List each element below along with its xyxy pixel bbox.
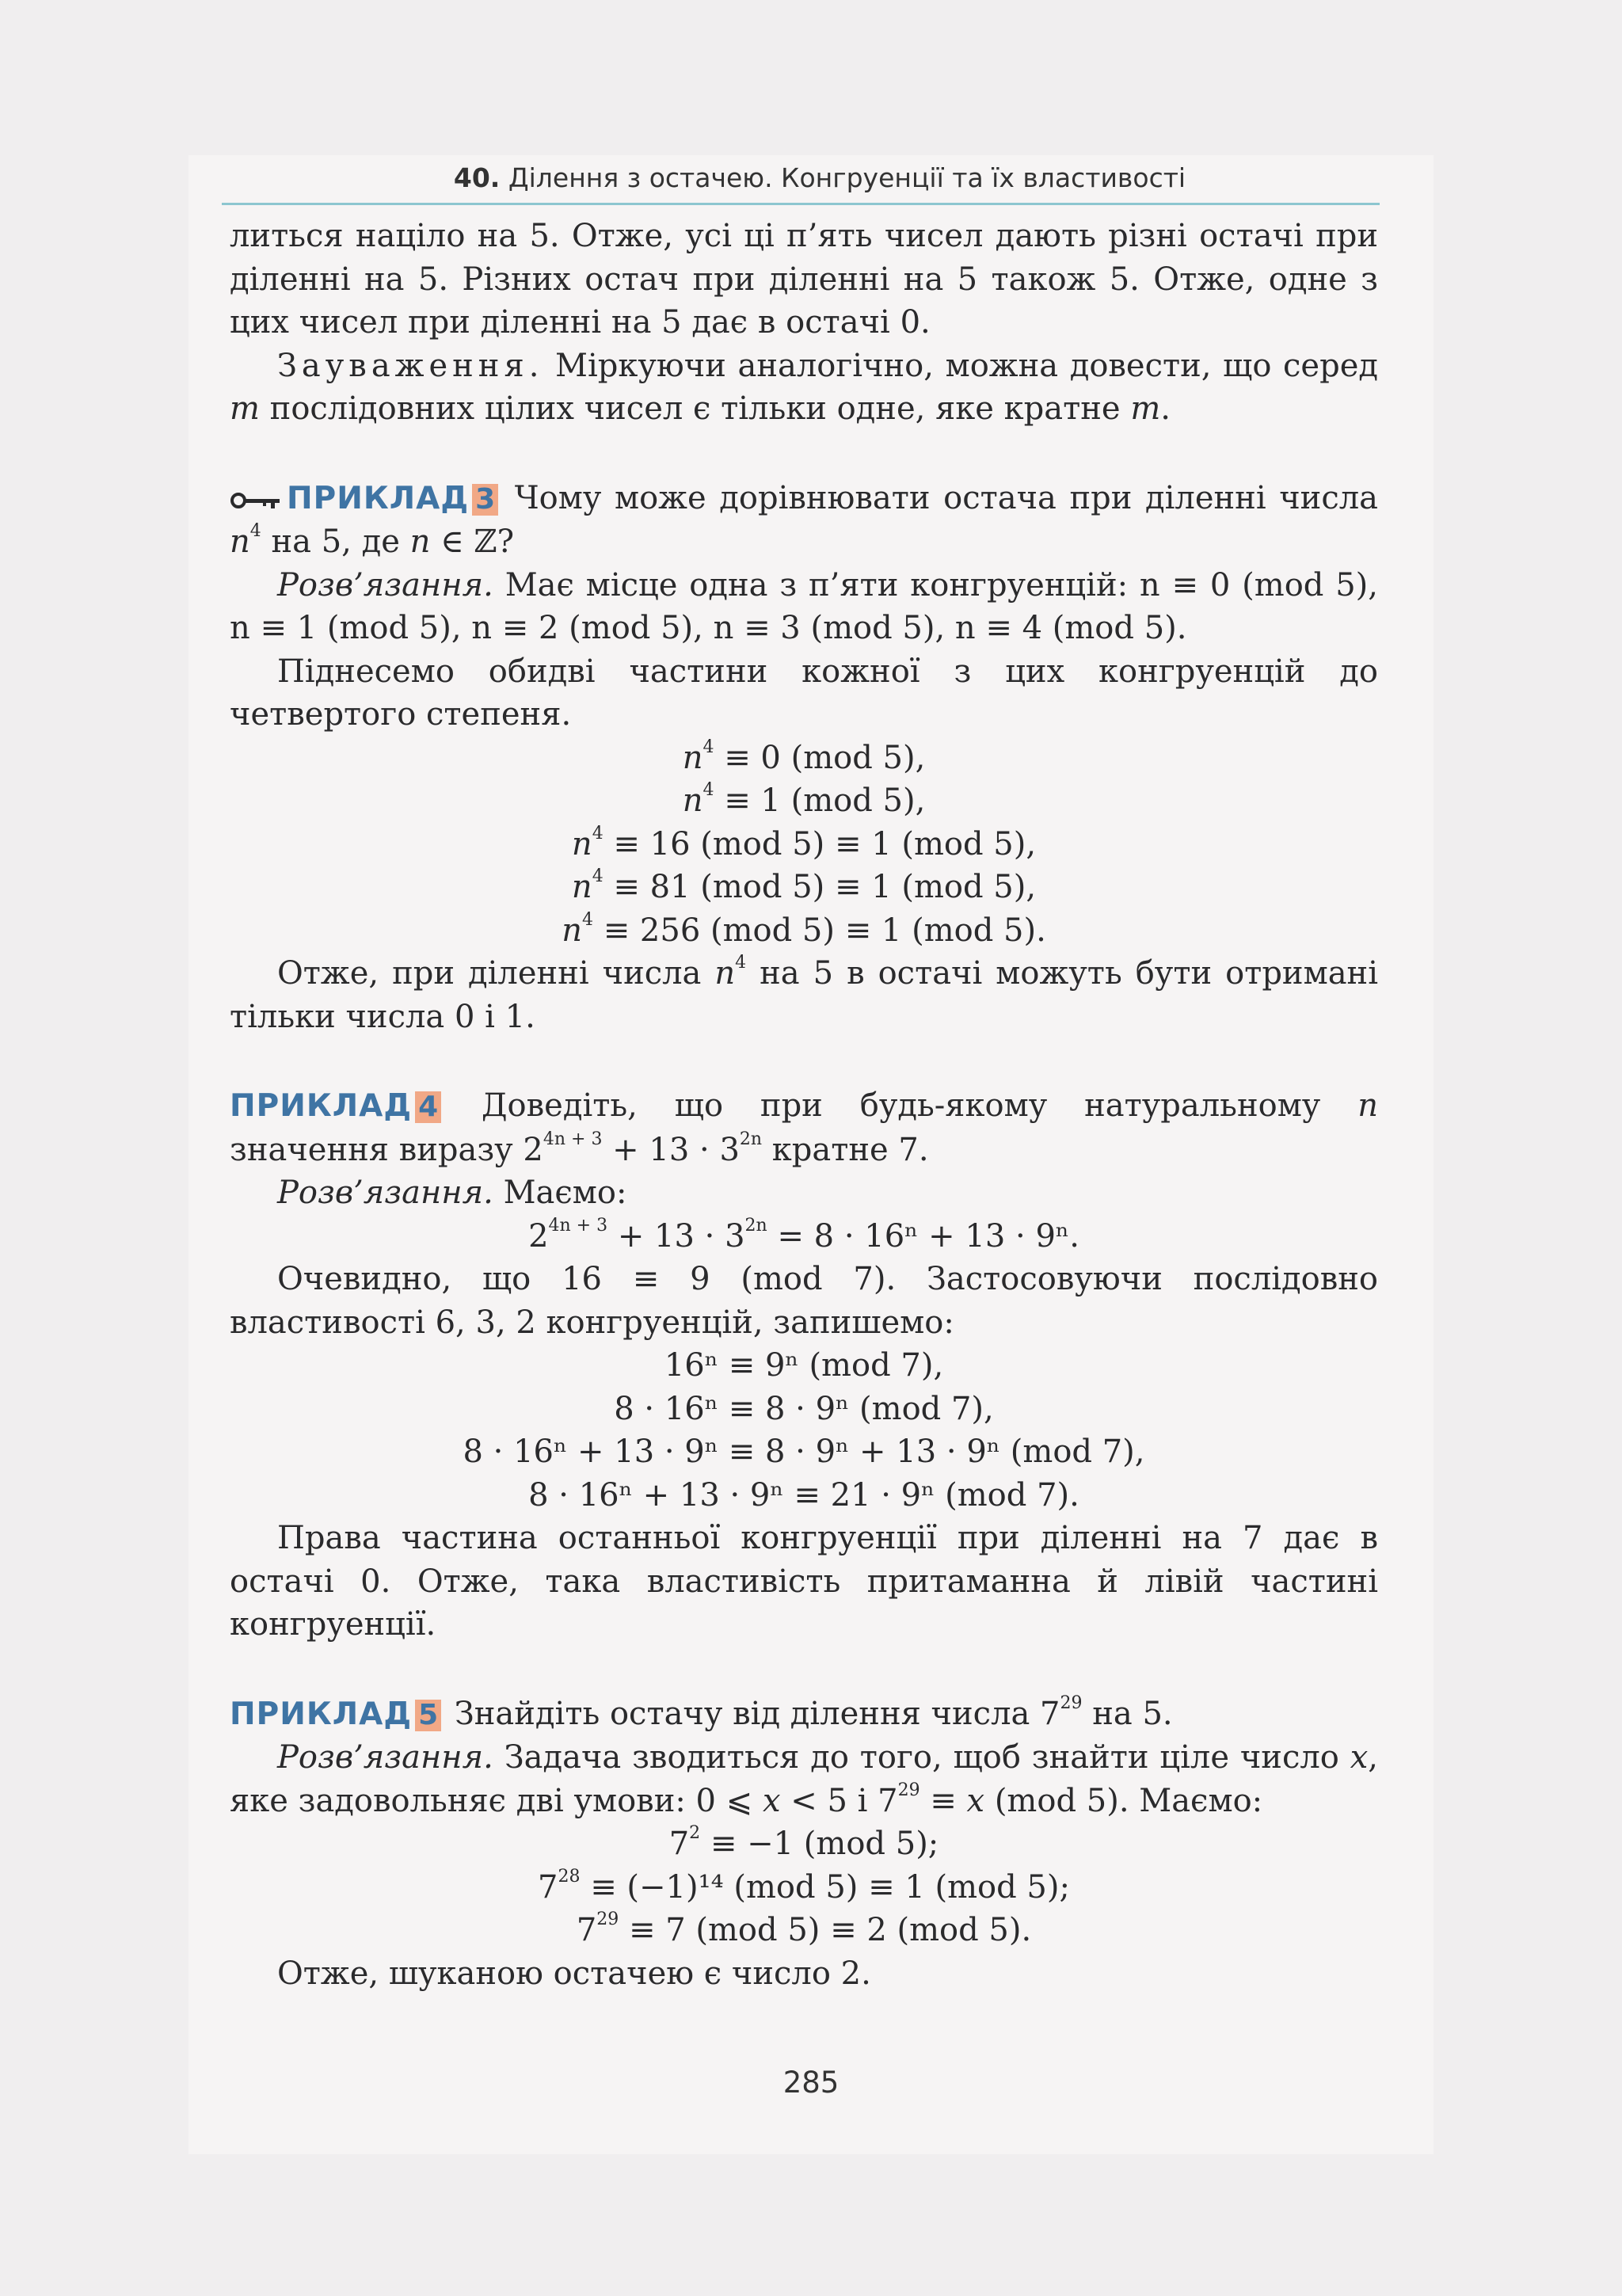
example4-q-b: значення виразу 2 xyxy=(230,1131,543,1168)
example5-sol-e: (mod 5). Маємо: xyxy=(984,1782,1263,1819)
example3-q-b: на 5, де xyxy=(261,524,410,560)
example4-q-a: Доведіть, що при будь-якому натуральному xyxy=(444,1087,1358,1124)
running-head xyxy=(230,158,1378,198)
page-number: 285 xyxy=(782,2066,840,2100)
example3-sol-a: Має місце одна з п’яти конгруенцій: xyxy=(493,566,1140,604)
example3-concl-exp: 4 xyxy=(735,953,747,973)
remark-paragraph xyxy=(230,345,1378,431)
example3-concl-b: на 5 в остачі можуть бути отримані тільки числа 0 і 1. xyxy=(230,955,1378,1035)
example5-conclusion: Отже, шуканою остачею є число 2. xyxy=(277,1955,871,1992)
example4-number: 4 xyxy=(415,1091,441,1123)
example4-sol-a: Маємо: xyxy=(493,1175,627,1211)
example5-sol-a: Задача зводиться до того, щоб знайти ціле число xyxy=(493,1739,1350,1776)
formula-exp: 4n + 3 xyxy=(548,1215,608,1236)
formula-rhs: ≡ 256 (mod 5) ≡ 1 (mod 5). xyxy=(603,912,1046,949)
example5-sol-c: < 5 і 7 xyxy=(780,1782,898,1819)
formula-lhs: n xyxy=(562,912,582,949)
spacer xyxy=(230,1038,1378,1084)
formula-exp: 4 xyxy=(702,780,714,801)
formula-exp: 28 xyxy=(558,1866,581,1887)
example4-main-formula xyxy=(230,1215,1378,1258)
example5-steps xyxy=(230,1822,1378,1952)
key-icon xyxy=(230,490,282,511)
formula-lhs: n xyxy=(682,739,703,776)
example5-q-b: на 5. xyxy=(1082,1695,1173,1732)
example5-solution xyxy=(230,1736,1378,1822)
example3-q-c: ∈ ℤ? xyxy=(430,524,515,560)
example5-number: 5 xyxy=(415,1700,441,1731)
remark-label: Зауваження. xyxy=(277,347,544,384)
example3-solution xyxy=(230,564,1378,650)
example3-question xyxy=(230,477,1378,564)
formula-line: $7^2 \equiv -1$ (mod 5); xyxy=(668,1823,939,1862)
example5-q-a: Знайдіть остачу від ділення числа 7 xyxy=(444,1695,1060,1732)
example4-conclusion: Права частина останньої конгруенції при діленні на 7 дає в остачі 0. Отже, така властивість притаманна й лівій частині конгруенції. xyxy=(230,1520,1378,1643)
example4-steps xyxy=(230,1344,1378,1517)
formula-line: $7^{29} \equiv 7$ (mod 5) ≡ 2 (mod 5). xyxy=(576,1910,1032,1948)
formula-lhs: n xyxy=(571,869,592,905)
formula-exp: 2 xyxy=(689,1823,701,1844)
example5-q-exp: 29 xyxy=(1060,1692,1083,1713)
formula-mid: + 13 · 3 xyxy=(607,1217,745,1255)
example5-var-x: x xyxy=(966,1782,985,1819)
formula-line xyxy=(230,909,1378,953)
example4-label: ПРИКЛАД xyxy=(230,1088,413,1124)
example4-q-n: n xyxy=(1357,1087,1378,1124)
formula-rhs: ≡ 1 (mod 5), xyxy=(724,782,926,819)
page-content xyxy=(230,158,1378,1995)
formula-line: 8 · 16ⁿ + 13 · 9ⁿ ≡ 21 · 9ⁿ (mod 7). xyxy=(528,1476,1079,1514)
example5-var-x: x xyxy=(762,1782,781,1819)
example3-raise: Піднесемо обидві частини кожної з цих конгруенцій до четвертого степеня. xyxy=(230,653,1378,733)
formula-rhs: ≡ (−1)¹⁴ (mod 5) ≡ 1 (mod 5); xyxy=(590,1868,1070,1906)
example4-q-exp2: 2n xyxy=(739,1129,763,1149)
spacer xyxy=(230,1647,1378,1692)
formula-exp: 4 xyxy=(592,866,603,887)
formula-rhs: ≡ 7 (mod 5) ≡ 2 (mod 5). xyxy=(628,1912,1032,1948)
formula-exp: 4 xyxy=(581,909,593,930)
example3-formulas xyxy=(230,737,1378,953)
example3-q-a: Чому може дорівнювати остача при діленні числа xyxy=(501,479,1378,516)
example3-concl-n: n xyxy=(714,955,736,992)
formula-lhs: n xyxy=(682,782,703,819)
remark-text-2: послідовних цілих чисел є тільки одне, яке кратне xyxy=(259,390,1131,427)
remark-var-2: m xyxy=(1130,390,1161,427)
example5-var-x: x xyxy=(1350,1739,1369,1776)
example3-q-n2: n xyxy=(409,524,431,560)
formula-line: 16ⁿ ≡ 9ⁿ (mod 7), xyxy=(664,1347,944,1384)
remark-end: . xyxy=(1160,390,1171,427)
example5-question xyxy=(230,1692,1378,1737)
intro-paragraph: литься націло на 5. Отже, усі ці п’ять чисел дають різні остачі при діленні на 5. Різних остач при діленні на 5 також 5. Отже, одне з цих чисел при діленні на 5 дає в остачі 0. xyxy=(230,218,1378,341)
example5-sol-exp: 29 xyxy=(897,1780,920,1800)
example3-q-n: n xyxy=(230,524,250,560)
formula-rhs: ≡ 81 (mod 5) ≡ 1 (mod 5), xyxy=(613,869,1037,905)
formula-line: 8 · 16ⁿ ≡ 8 · 9ⁿ (mod 7), xyxy=(614,1390,994,1427)
formula-exp: 2n xyxy=(744,1215,767,1236)
example3-concl-a: Отже, при діленні числа xyxy=(277,955,715,992)
formula-line xyxy=(230,779,1378,823)
formula-exp: 4 xyxy=(702,737,714,757)
example3-label: ПРИКЛАД xyxy=(287,480,470,516)
example4-q-c: + 13 · 3 xyxy=(602,1131,740,1168)
solution-label: Розв’язання. xyxy=(277,1739,493,1776)
example4-q-d: кратне 7. xyxy=(762,1131,929,1168)
formula-rhs: = 8 · 16ⁿ + 13 · 9ⁿ. xyxy=(777,1217,1079,1255)
formula-rhs: ≡ −1 (mod 5); xyxy=(710,1826,939,1862)
example4-q-exp1: 4n + 3 xyxy=(543,1129,603,1149)
formula-exp: 29 xyxy=(596,1910,619,1930)
formula-line xyxy=(230,737,1378,780)
section-title: Ділення з остачею. Конгруенції та їх властивості xyxy=(508,162,1186,193)
example3-number: 3 xyxy=(472,484,498,516)
solution-label: Розв’язання. xyxy=(277,1175,493,1211)
spacer xyxy=(230,431,1378,477)
example4-solution xyxy=(230,1171,1378,1215)
header-rule xyxy=(222,203,1380,205)
example4-obvious: Очевидно, що 16 ≡ 9 (mod 7). Застосовуючи послідовно властивості 6, 3, 2 конгруенцій, запишемо: xyxy=(230,1261,1378,1341)
section-number: 40. xyxy=(453,162,501,193)
example5-label: ПРИКЛАД xyxy=(230,1696,413,1732)
solution-label: Розв’язання. xyxy=(277,566,493,604)
formula-rhs: ≡ 0 (mod 5), xyxy=(724,739,926,776)
formula-line: $2^{4n + 3} + 13 \cdot 3^{2n} = 8 \cdot 16^n + 13 \cdot 9^n$. xyxy=(528,1215,1079,1255)
formula-line xyxy=(230,823,1378,866)
example4-question xyxy=(230,1084,1378,1171)
example5-sol-d: ≡ xyxy=(920,1782,967,1819)
example3-q-exp: 4 xyxy=(249,521,261,542)
formula-line: 8 · 16ⁿ + 13 · 9ⁿ ≡ 8 · 9ⁿ + 13 · 9ⁿ (mod 7), xyxy=(463,1434,1145,1470)
example3-conclusion xyxy=(230,952,1378,1038)
remark-var: m xyxy=(230,390,260,427)
formula-exp: 4 xyxy=(592,823,603,843)
example5-sol-b: , яке задовольняє дві умови: 0 ⩽ xyxy=(230,1739,1378,1819)
formula-lhs: n xyxy=(571,825,592,862)
formula-line: $7^{28} \equiv (-1)^{14}$ (mod 5) ≡ 1 (mod 5); xyxy=(538,1866,1070,1906)
example3-sol-list: n ≡ 0 (mod 5), n ≡ 1 (mod 5), n ≡ 2 (mod 5), n ≡ 3 (mod 5), n ≡ 4 (mod 5). xyxy=(230,566,1379,646)
formula-rhs: ≡ 16 (mod 5) ≡ 1 (mod 5), xyxy=(613,825,1037,862)
remark-text: Міркуючи аналогічно, можна довести, що серед xyxy=(543,347,1378,384)
formula-line xyxy=(230,866,1378,909)
